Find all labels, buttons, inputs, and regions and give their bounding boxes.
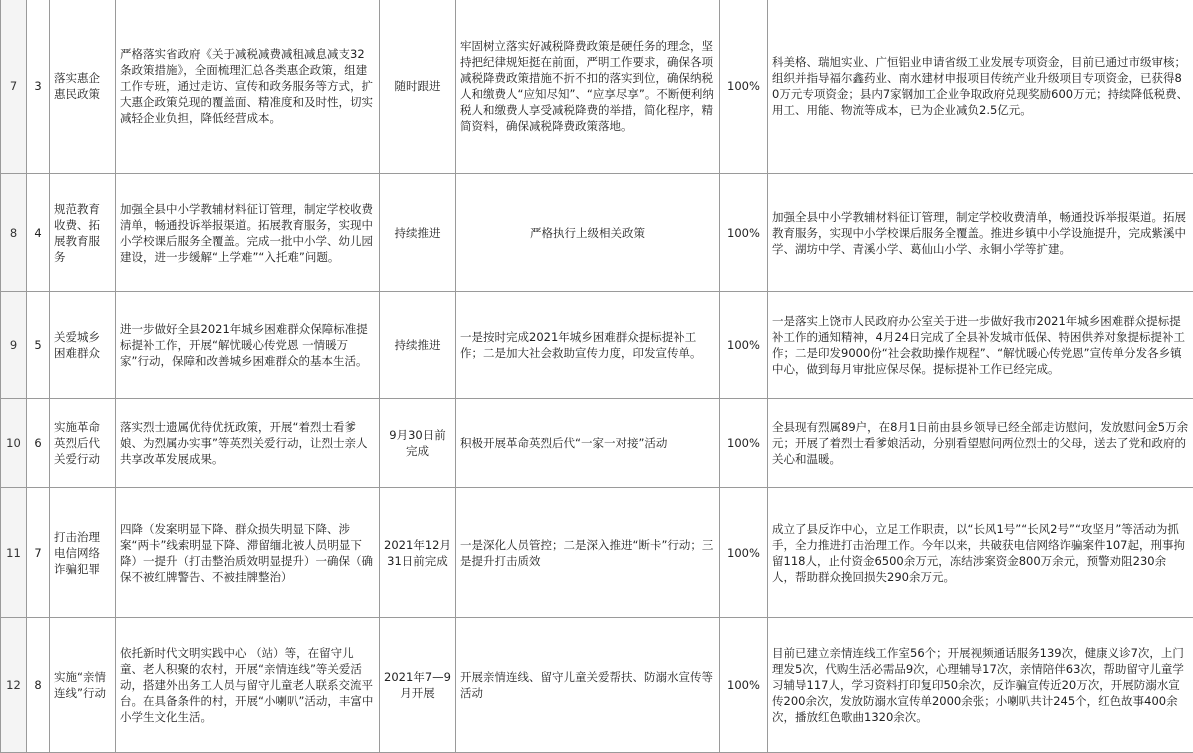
cell-seq[interactable]: 7 — [27, 488, 50, 618]
cell-seq[interactable]: 8 — [27, 618, 50, 753]
cell-result[interactable]: 全县现有烈属89户，在8月1日前由县乡领导已经全部走访慰问，发放慰问金5万余元；开展了着烈士看爹娘活动，分别看望慰问两位烈士的父母，送去了党和政府的关心和温暖。 — [768, 399, 1193, 488]
cell-percent[interactable]: 100% — [720, 292, 768, 399]
cell-seq[interactable]: 4 — [27, 174, 50, 292]
cell-measures[interactable]: 严格执行上级相关政策 — [456, 174, 720, 292]
cell-percent[interactable]: 100% — [720, 174, 768, 292]
cell-config[interactable]: 四降（发案明显下降、群众损失明显下降、涉案“两卡”线索明显下降、滞留缅北被人员明显下降）一提升（打击整治质效明显提升）一确保（确保不被红牌警告、不被挂牌整治） — [116, 488, 380, 618]
cell-item-name[interactable]: 实施革命英烈后代关爱行动 — [50, 399, 116, 488]
row-number[interactable]: 11 — [1, 488, 27, 618]
row-number[interactable]: 12 — [1, 618, 27, 753]
cell-measures[interactable]: 一是按时完成2021年城乡困难群众提标提补工作；二是加大社会救助宣传力度，印发宣传单。 — [456, 292, 720, 399]
cell-percent[interactable]: 100% — [720, 399, 768, 488]
cell-config[interactable]: 进一步做好全县2021年城乡困难群众保障标准提标提补工作，开展“解忧暖心传党恩 一情暖万家”行动，保障和改善城乡困难群众的基本生活。 — [116, 292, 380, 399]
table-row[interactable] — [1, 0, 1193, 174]
table-row[interactable] — [1, 292, 1193, 399]
cell-measures[interactable]: 一是深化人员管控；二是深入推进“断卡”行动；三是提升打击质效 — [456, 488, 720, 618]
table-row[interactable] — [1, 618, 1193, 753]
cell-item-name[interactable]: 关爱城乡困难群众 — [50, 292, 116, 399]
cell-seq[interactable]: 6 — [27, 399, 50, 488]
table-row[interactable] — [1, 488, 1193, 618]
cell-time[interactable]: 2021年12月31日前完成 — [380, 488, 456, 618]
row-number[interactable]: 9 — [1, 292, 27, 399]
cell-seq[interactable]: 5 — [27, 292, 50, 399]
table-row[interactable] — [1, 399, 1193, 488]
cell-item-name[interactable]: 规范教育收费、拓展教育服务 — [50, 174, 116, 292]
cell-seq[interactable]: 3 — [27, 0, 50, 174]
cell-measures[interactable]: 牢固树立落实好减税降费政策是硬任务的理念，坚持把纪律规矩挺在前面，严明工作要求，确保各项减税降费政策措施不折不扣的落实到位，确保纳税人和缴费人“应知尽知”、“应享尽享”。不断便利纳税人和缴费人享受减税降费的举措，简化程序，精简资料，确保减税降费政策落地。 — [456, 0, 720, 174]
cell-percent[interactable]: 100% — [720, 0, 768, 174]
cell-result[interactable]: 目前已建立亲情连线工作室56个；开展视频通话服务139次，健康义诊7次，上门理发5次，代购生活必需品9次，心理辅导17次，亲情陪伴63次，帮助留守儿童学习辅导117人，学习资料打印复印50余次，反诈骗宣传近20万次，开展防溺水宣传200余次，发放防溺水宣传单2000余张；小喇叭共计245个，红色故事400余次，播放红色歌曲1320余次。 — [768, 618, 1193, 753]
cell-time[interactable]: 持续推进 — [380, 174, 456, 292]
cell-result[interactable]: 成立了县反诈中心，立足工作职责，以“长风1号”“长风2号”“攻坚月”等活动为抓手，全力推进打击治理工作。今年以来，共破获电信网络诈骗案件107起，刑事拘留118人，止付资金6500余万元，冻结涉案资金800万余元，预警劝阻230余人，帮助群众挽回损失290余万元。 — [768, 488, 1193, 618]
row-number[interactable]: 10 — [1, 399, 27, 488]
cell-percent[interactable]: 100% — [720, 618, 768, 753]
cell-item-name[interactable]: 打击治理电信网络诈骗犯罪 — [50, 488, 116, 618]
cell-config[interactable]: 严格落实省政府《关于减税减费减租减息减支32条政策措施》，全面梳理汇总各类惠企政策，组建工作专班，通过走访、宣传和政务服务等方式，扩大惠企政策兑现的覆盖面、精准度和及时性，切实减轻企业负担，降低经营成本。 — [116, 0, 380, 174]
cell-item-name[interactable]: 落实惠企惠民政策 — [50, 0, 116, 174]
cell-config[interactable]: 依托新时代文明实践中心 （站）等，在留守儿童、老人积聚的农村，开展“亲情连线”等关爱活动，搭建外出务工人员与留守儿童老人联系交流平台。在具备条件的村，开展“小喇叭”活动，丰富中小学生文化生活。 — [116, 618, 380, 753]
cell-percent[interactable]: 100% — [720, 488, 768, 618]
cell-measures[interactable]: 积极开展革命英烈后代“一家一对接”活动 — [456, 399, 720, 488]
cell-item-name[interactable]: 实施“亲情连线”行动 — [50, 618, 116, 753]
cell-result[interactable]: 一是落实上饶市人民政府办公室关于进一步做好我市2021年城乡困难群众提标提补工作的通知精神，4月24日完成了全县补发城市低保、特困供养对象提标提补工作；二是印发9000份“社会救助操作规程”、“解忧暖心传党恩”宣传单分发各乡镇中心，做到每月审批应保尽保。提标提补工作已经完成。 — [768, 292, 1193, 399]
cell-result[interactable]: 科美格、瑞旭实业、广恒铝业申请省级工业发展专项资金，目前已通过市级审核；组织并指导福尔鑫药业、南水建材申报项目传统产业升级项目专项资金，已获得80万元专项资金；县内7家钢加工企业争取政府兑现奖励600万元；持续降低税费、用工、用能、物流等成本，已为企业减负2.5亿元。 — [768, 0, 1193, 174]
cell-config[interactable]: 落实烈士遗属优待优抚政策，开展“着烈士看爹娘、为烈属办实事”等英烈关爱行动，让烈士亲人共享改革发展成果。 — [116, 399, 380, 488]
cell-time[interactable]: 9月30日前完成 — [380, 399, 456, 488]
cell-config[interactable]: 加强全县中小学教辅材料征订管理，制定学校收费清单，畅通投诉举报渠道。拓展教育服务，实现中小学校课后服务全覆盖。完成一批中小学、幼儿园建设，进一步缓解“上学难”“入托难”问题。 — [116, 174, 380, 292]
cell-result[interactable]: 加强全县中小学教辅材料征订管理，制定学校收费清单，畅通投诉举报渠道。拓展教育服务，实现中小学校课后服务全覆盖。推进乡镇中小学设施提升，完成紫溪中学、湖坊中学、青溪小学、葛仙山小学、永铜小学等扩建。 — [768, 174, 1193, 292]
cell-time[interactable]: 持续推进 — [380, 292, 456, 399]
cell-measures[interactable]: 开展亲情连线、留守儿童关爱帮扶、防溺水宣传等活动 — [456, 618, 720, 753]
row-number[interactable]: 7 — [1, 0, 27, 174]
table-row[interactable] — [1, 174, 1193, 292]
cell-time[interactable]: 随时跟进 — [380, 0, 456, 174]
row-number[interactable]: 8 — [1, 174, 27, 292]
cell-time[interactable]: 2021年7—9月开展 — [380, 618, 456, 753]
